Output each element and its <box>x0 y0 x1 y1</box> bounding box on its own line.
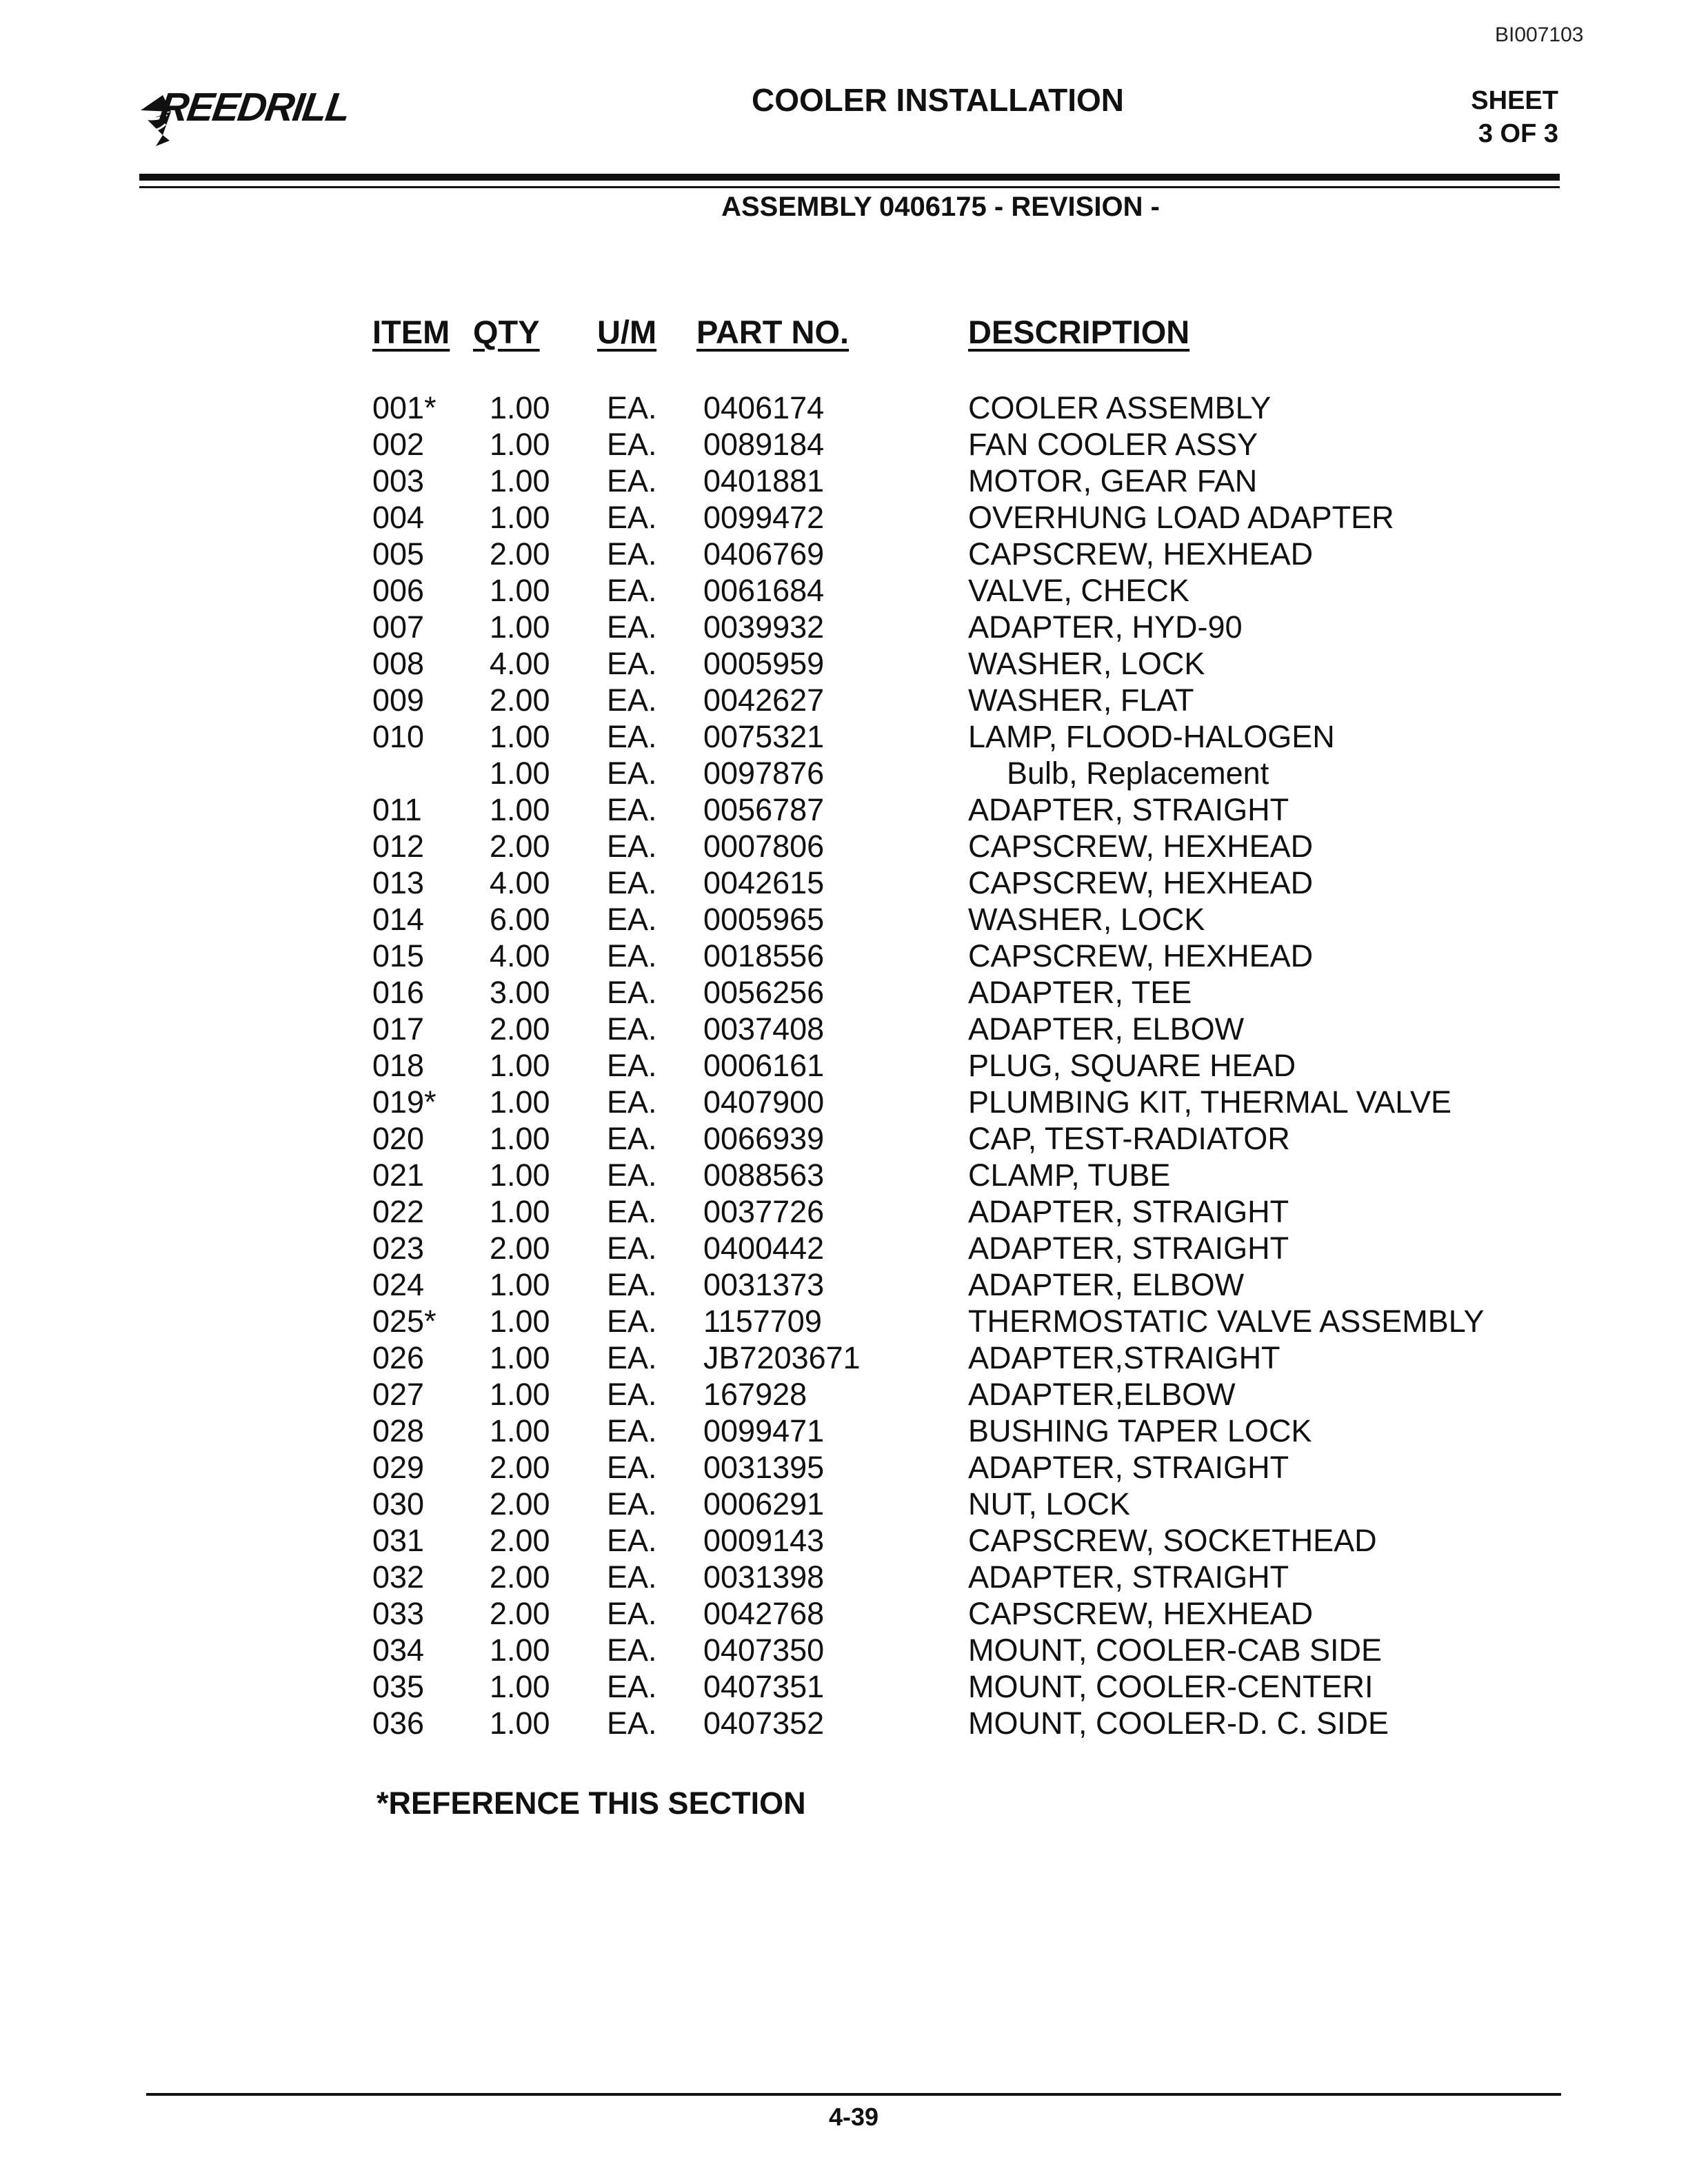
um-cell: EA. <box>607 756 657 791</box>
part-number-cell: 0042768 <box>703 1596 825 1631</box>
item-cell: 014 <box>372 902 425 937</box>
description-cell: Bulb, Replacement <box>1007 756 1269 791</box>
column-header-description: DESCRIPTION <box>968 314 1190 350</box>
qty-cell: 1.00 <box>490 719 550 754</box>
part-number-cell: 0097876 <box>703 756 825 791</box>
um-cell: EA. <box>607 1340 657 1375</box>
qty-cell: 1.00 <box>490 756 550 791</box>
qty-cell: 2.00 <box>490 1450 550 1485</box>
description-cell: CAPSCREW, HEXHEAD <box>968 1596 1314 1631</box>
item-cell: 001* <box>372 390 436 425</box>
um-cell: EA. <box>607 609 657 645</box>
assembly-line: ASSEMBLY 0406175 - REVISION - <box>721 192 1160 222</box>
qty-cell: 1.00 <box>490 463 550 498</box>
item-cell: 034 <box>372 1632 425 1668</box>
qty-cell: 4.00 <box>490 646 550 681</box>
column-header-item: ITEM <box>372 314 450 350</box>
description-cell: CAPSCREW, HEXHEAD <box>968 938 1314 973</box>
um-cell: EA. <box>607 1011 657 1046</box>
item-cell: 004 <box>372 500 425 535</box>
qty-cell: 2.00 <box>490 1231 550 1266</box>
header-rule-thin <box>139 186 1560 188</box>
um-cell: EA. <box>607 1377 657 1412</box>
header-rule-thick <box>139 174 1560 181</box>
description-cell: PLUMBING KIT, THERMAL VALVE <box>968 1084 1452 1120</box>
part-number-cell: 0406174 <box>703 390 825 425</box>
description-cell: ADAPTER, ELBOW <box>968 1011 1245 1046</box>
qty-cell: 1.00 <box>490 500 550 535</box>
qty-cell: 4.00 <box>490 865 550 900</box>
um-cell: EA. <box>607 427 657 462</box>
description-cell: WASHER, LOCK <box>968 646 1205 681</box>
qty-cell: 2.00 <box>490 1596 550 1631</box>
um-cell: EA. <box>607 1304 657 1339</box>
description-cell: ADAPTER, ELBOW <box>968 1267 1245 1302</box>
description-cell: ADAPTER, HYD-90 <box>968 609 1243 645</box>
item-cell: 020 <box>372 1121 425 1156</box>
description-cell: ADAPTER, STRAIGHT <box>968 1231 1289 1266</box>
qty-cell: 2.00 <box>490 829 550 864</box>
description-cell: ADAPTER, STRAIGHT <box>968 792 1289 827</box>
description-cell: CAPSCREW, HEXHEAD <box>968 829 1314 864</box>
part-number-cell: 0037408 <box>703 1011 825 1046</box>
description-cell: CAPSCREW, HEXHEAD <box>968 536 1314 572</box>
part-number-cell: 0400442 <box>703 1231 825 1266</box>
um-cell: EA. <box>607 829 657 864</box>
qty-cell: 1.00 <box>490 1267 550 1302</box>
um-cell: EA. <box>607 975 657 1010</box>
um-cell: EA. <box>607 1157 657 1193</box>
um-cell: EA. <box>607 1450 657 1485</box>
part-number-cell: JB7203671 <box>703 1340 861 1375</box>
description-cell: THERMOSTATIC VALVE ASSEMBLY <box>968 1304 1485 1339</box>
qty-cell: 1.00 <box>490 390 550 425</box>
item-cell: 021 <box>372 1157 425 1193</box>
um-cell: EA. <box>607 1121 657 1156</box>
column-header-qty: QTY <box>473 314 540 350</box>
description-cell: BUSHING TAPER LOCK <box>968 1413 1312 1448</box>
description-cell: MOTOR, GEAR FAN <box>968 463 1258 498</box>
part-number-cell: 0407351 <box>703 1669 825 1704</box>
qty-cell: 1.00 <box>490 573 550 608</box>
description-cell: OVERHUNG LOAD ADAPTER <box>968 500 1394 535</box>
um-cell: EA. <box>607 1669 657 1704</box>
item-cell: 030 <box>372 1486 425 1521</box>
part-number-cell: 0088563 <box>703 1157 825 1193</box>
um-cell: EA. <box>607 500 657 535</box>
part-number-cell: 0031373 <box>703 1267 825 1302</box>
page-title: COOLER INSTALLATION <box>751 82 1125 118</box>
item-cell: 023 <box>372 1231 425 1266</box>
part-number-cell: 0099471 <box>703 1413 825 1448</box>
qty-cell: 1.00 <box>490 1377 550 1412</box>
qty-cell: 1.00 <box>490 1048 550 1083</box>
qty-cell: 1.00 <box>490 1669 550 1704</box>
description-cell: ADAPTER, STRAIGHT <box>968 1559 1289 1595</box>
item-cell: 027 <box>372 1377 425 1412</box>
sheet-number: 3 OF 3 <box>1478 119 1558 148</box>
description-cell: ADAPTER, STRAIGHT <box>968 1194 1289 1229</box>
part-number-cell: 0042615 <box>703 865 825 900</box>
um-cell: EA. <box>607 536 657 572</box>
item-cell: 011 <box>372 792 422 827</box>
um-cell: EA. <box>607 1486 657 1521</box>
qty-cell: 1.00 <box>490 1340 550 1375</box>
qty-cell: 6.00 <box>490 902 550 937</box>
part-number-cell: 0005965 <box>703 902 825 937</box>
part-number-cell: 0039932 <box>703 609 825 645</box>
item-cell: 006 <box>372 573 425 608</box>
part-number-cell: 0031395 <box>703 1450 825 1485</box>
item-cell: 005 <box>372 536 425 572</box>
qty-cell: 1.00 <box>490 1304 550 1339</box>
description-cell: COOLER ASSEMBLY <box>968 390 1272 425</box>
qty-cell: 1.00 <box>490 1157 550 1193</box>
um-cell: EA. <box>607 1084 657 1120</box>
part-number-cell: 0018556 <box>703 938 825 973</box>
um-cell: EA. <box>607 1194 657 1229</box>
item-cell: 022 <box>372 1194 425 1229</box>
qty-cell: 2.00 <box>490 536 550 572</box>
description-cell: WASHER, LOCK <box>968 902 1205 937</box>
part-number-cell: 0056787 <box>703 792 825 827</box>
qty-cell: 2.00 <box>490 1559 550 1595</box>
part-number-cell: 0407900 <box>703 1084 825 1120</box>
item-cell: 015 <box>372 938 425 973</box>
qty-cell: 1.00 <box>490 1632 550 1668</box>
part-number-cell: 0066939 <box>703 1121 825 1156</box>
qty-cell: 2.00 <box>490 1486 550 1521</box>
item-cell: 017 <box>372 1011 425 1046</box>
item-cell: 033 <box>372 1596 425 1631</box>
part-number-cell: 0407352 <box>703 1706 825 1741</box>
item-cell: 010 <box>372 719 425 754</box>
um-cell: EA. <box>607 646 657 681</box>
item-cell: 029 <box>372 1450 425 1485</box>
item-cell: 024 <box>372 1267 425 1302</box>
um-cell: EA. <box>607 463 657 498</box>
item-cell: 009 <box>372 682 425 718</box>
um-cell: EA. <box>607 1559 657 1595</box>
item-cell: 026 <box>372 1340 425 1375</box>
footer-rule <box>146 2093 1561 2096</box>
um-cell: EA. <box>607 390 657 425</box>
um-cell: EA. <box>607 573 657 608</box>
qty-cell: 4.00 <box>490 938 550 973</box>
description-cell: FAN COOLER ASSY <box>968 427 1258 462</box>
description-cell: PLUG, SQUARE HEAD <box>968 1048 1296 1083</box>
um-cell: EA. <box>607 1048 657 1083</box>
logo-text: REEDRILL <box>157 85 352 130</box>
part-number-cell: 0031398 <box>703 1559 825 1595</box>
item-cell: 008 <box>372 646 425 681</box>
um-cell: EA. <box>607 1596 657 1631</box>
part-number-cell: 0009143 <box>703 1523 825 1558</box>
part-number-cell: 0401881 <box>703 463 825 498</box>
qty-cell: 1.00 <box>490 1194 550 1229</box>
description-cell: NUT, LOCK <box>968 1486 1131 1521</box>
part-number-cell: 0042627 <box>703 682 825 718</box>
um-cell: EA. <box>607 1632 657 1668</box>
um-cell: EA. <box>607 1523 657 1558</box>
document-id: BI007103 <box>1495 23 1584 46</box>
qty-cell: 3.00 <box>490 975 550 1010</box>
qty-cell: 2.00 <box>490 1011 550 1046</box>
um-cell: EA. <box>607 1413 657 1448</box>
part-number-cell: 0006161 <box>703 1048 825 1083</box>
qty-cell: 2.00 <box>490 1523 550 1558</box>
item-cell: 012 <box>372 829 425 864</box>
description-cell: ADAPTER, TEE <box>968 975 1192 1010</box>
um-cell: EA. <box>607 682 657 718</box>
um-cell: EA. <box>607 1231 657 1266</box>
qty-cell: 1.00 <box>490 1121 550 1156</box>
sheet-label: SHEET <box>1471 86 1558 115</box>
item-cell: 018 <box>372 1048 425 1083</box>
qty-cell: 1.00 <box>490 1706 550 1741</box>
part-number-cell: 0007806 <box>703 829 825 864</box>
description-cell: ADAPTER, STRAIGHT <box>968 1450 1289 1485</box>
item-cell: 025* <box>372 1304 436 1339</box>
item-cell: 036 <box>372 1706 425 1741</box>
item-cell: 032 <box>372 1559 425 1595</box>
item-cell: 028 <box>372 1413 425 1448</box>
qty-cell: 1.00 <box>490 427 550 462</box>
page-number: 4-39 <box>828 2103 879 2131</box>
qty-cell: 1.00 <box>490 792 550 827</box>
item-cell: 019* <box>372 1084 436 1120</box>
column-header-um: U/M <box>597 314 657 350</box>
um-cell: EA. <box>607 719 657 754</box>
qty-cell: 1.00 <box>490 609 550 645</box>
description-cell: MOUNT, COOLER-CAB SIDE <box>968 1632 1383 1668</box>
item-cell: 007 <box>372 609 425 645</box>
item-cell: 013 <box>372 865 425 900</box>
qty-cell: 1.00 <box>490 1413 550 1448</box>
part-number-cell: 0099472 <box>703 500 825 535</box>
um-cell: EA. <box>607 1267 657 1302</box>
description-cell: WASHER, FLAT <box>968 682 1194 718</box>
part-number-cell: 0075321 <box>703 719 825 754</box>
part-number-cell: 0005959 <box>703 646 825 681</box>
footnote: *REFERENCE THIS SECTION <box>376 1786 806 1821</box>
part-number-cell: 0061684 <box>703 573 825 608</box>
um-cell: EA. <box>607 938 657 973</box>
item-cell: 035 <box>372 1669 425 1704</box>
description-cell: CAPSCREW, SOCKETHEAD <box>968 1523 1377 1558</box>
item-cell: 016 <box>372 975 425 1010</box>
part-number-cell: 0056256 <box>703 975 825 1010</box>
item-cell: 002 <box>372 427 425 462</box>
part-number-cell: 0006291 <box>703 1486 825 1521</box>
um-cell: EA. <box>607 865 657 900</box>
part-number-cell: 0406769 <box>703 536 825 572</box>
qty-cell: 2.00 <box>490 682 550 718</box>
description-cell: ADAPTER,ELBOW <box>968 1377 1236 1412</box>
part-number-cell: 0089184 <box>703 427 825 462</box>
item-cell: 003 <box>372 463 425 498</box>
description-cell: CAPSCREW, HEXHEAD <box>968 865 1314 900</box>
part-number-cell: 0037726 <box>703 1194 825 1229</box>
description-cell: VALVE, CHECK <box>968 573 1189 608</box>
qty-cell: 1.00 <box>490 1084 550 1120</box>
description-cell: MOUNT, COOLER-D. C. SIDE <box>968 1706 1389 1741</box>
description-cell: CLAMP, TUBE <box>968 1157 1171 1193</box>
um-cell: EA. <box>607 902 657 937</box>
part-number-cell: 0407350 <box>703 1632 825 1668</box>
description-cell: ADAPTER,STRAIGHT <box>968 1340 1280 1375</box>
part-number-cell: 1157709 <box>703 1304 822 1339</box>
description-cell: LAMP, FLOOD-HALOGEN <box>968 719 1335 754</box>
column-header-part-no: PART NO. <box>696 314 850 350</box>
sheet-indicator <box>1407 84 1558 150</box>
description-cell: CAP, TEST-RADIATOR <box>968 1121 1290 1156</box>
um-cell: EA. <box>607 792 657 827</box>
description-cell: MOUNT, COOLER-CENTERI <box>968 1669 1374 1704</box>
um-cell: EA. <box>607 1706 657 1741</box>
item-cell: 031 <box>372 1523 425 1558</box>
part-number-cell: 167928 <box>703 1377 807 1412</box>
